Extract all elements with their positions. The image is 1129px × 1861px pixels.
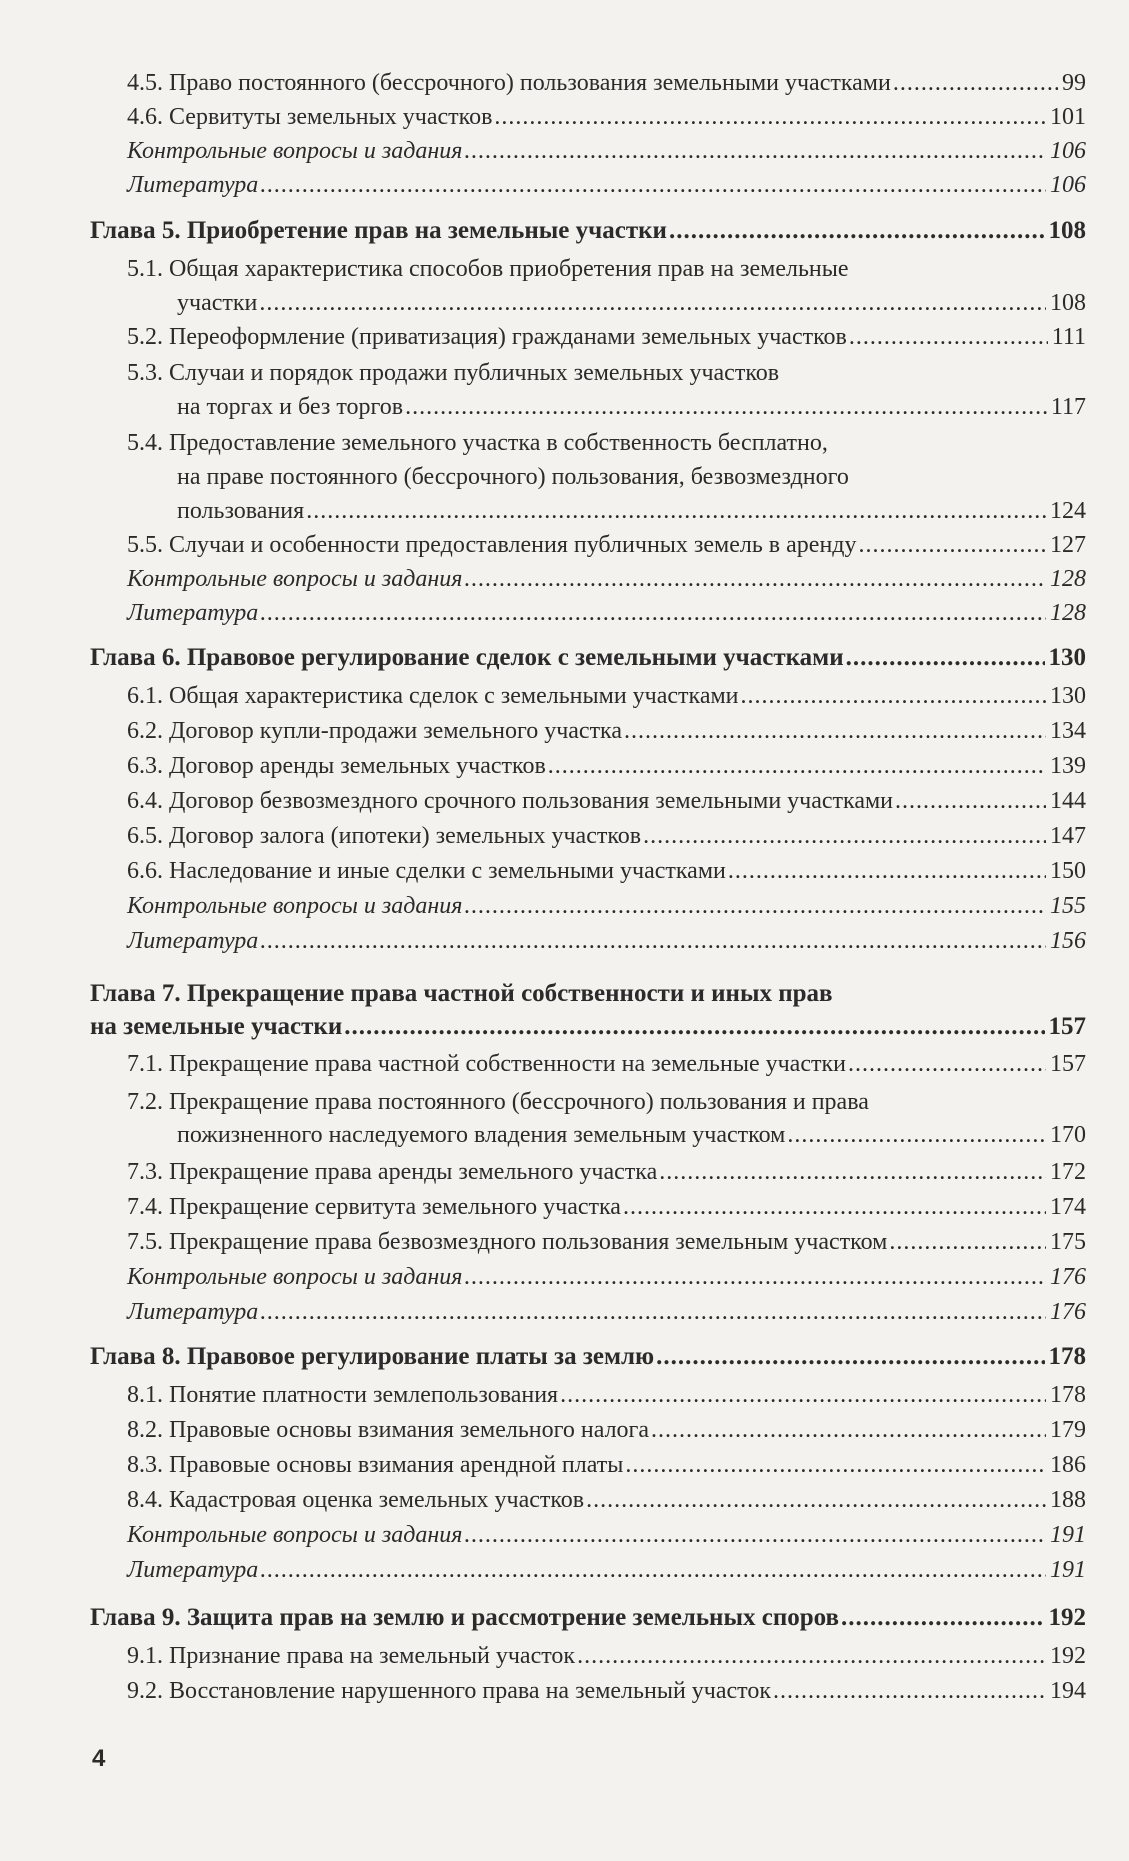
toc-chapter [90, 641, 1086, 675]
toc-chapter-title: Глава 9. Защита прав на землю и рассмотрение земельных споров [90, 1604, 839, 1631]
leader-dots [848, 1047, 1046, 1081]
toc-chapter-page: 157 [1048, 1013, 1086, 1040]
toc-chapter [90, 1340, 1086, 1374]
leader-dots [560, 1378, 1046, 1412]
toc-chapter-title: Глава 8. Правовое регулирование платы за землю [90, 1343, 655, 1370]
toc-entry [127, 1378, 1086, 1412]
toc-entry-title: 6.2. Договор купли-продажи земельного участка [127, 718, 622, 744]
toc-entry-page: 106 [1050, 138, 1086, 164]
toc-entry-literature [127, 596, 1086, 630]
toc-entry-page: 124 [1050, 498, 1086, 524]
toc-entry-page: 144 [1050, 788, 1086, 814]
toc-entry-title: 5.1. Общая характеристика способов приобретения прав на земельные [127, 256, 849, 282]
toc-entry-title: 6.3. Договор аренды земельных участков [127, 753, 546, 779]
toc-entry-title: Контрольные вопросы и задания [127, 138, 463, 164]
toc-entry [177, 286, 1086, 320]
leader-dots [464, 1518, 1046, 1552]
leader-dots [859, 528, 1047, 562]
toc-entry-continuation: пользования [177, 498, 305, 524]
leader-dots [464, 562, 1046, 596]
toc-entry-page: 172 [1050, 1159, 1086, 1185]
toc-entry [127, 679, 1086, 713]
toc-chapter-page: 108 [1048, 217, 1086, 244]
leader-dots [643, 819, 1046, 853]
toc-entry [127, 1225, 1086, 1259]
toc-entry-literature [127, 168, 1086, 202]
toc-entry-questions [127, 1260, 1086, 1294]
leader-dots [577, 1639, 1046, 1673]
leader-dots [260, 1553, 1046, 1587]
toc-entry-page: 191 [1050, 1522, 1086, 1548]
toc-entry-page: 155 [1050, 893, 1086, 919]
toc-entry-continuation: на праве постоянного (бессрочного) пользования, безвозмездного [177, 464, 849, 490]
toc-entry [177, 1118, 1086, 1152]
toc-entry-page: 175 [1050, 1229, 1086, 1255]
toc-entry-page: 174 [1050, 1194, 1086, 1220]
leader-dots [405, 390, 1047, 424]
toc-entry-title: Литература [127, 1557, 259, 1583]
toc-entry-title: 5.5. Случаи и особенности предоставления публичных земель в аренду [127, 532, 857, 558]
toc-entry-page: 192 [1050, 1643, 1086, 1669]
toc-entry-page: 134 [1050, 718, 1086, 744]
toc-chapter [90, 214, 1086, 248]
toc-entry-title: 8.1. Понятие платности землепользования [127, 1382, 559, 1408]
toc-entry-page: 139 [1050, 753, 1086, 779]
leader-dots [741, 679, 1046, 713]
toc-entry-questions [127, 889, 1086, 923]
toc-entry-literature [127, 1295, 1086, 1329]
toc-entry-page: 111 [1051, 324, 1086, 350]
toc-entry-title: Литература [127, 172, 259, 198]
leader-dots [623, 1190, 1046, 1224]
toc-entry [127, 819, 1086, 853]
toc-entry-title: 7.2. Прекращение права постоянного (бессрочного) пользования и права [127, 1089, 869, 1115]
toc-entry [127, 749, 1086, 783]
toc-entry [127, 1190, 1086, 1224]
toc-entry [127, 854, 1086, 888]
toc-entry-page: 147 [1050, 823, 1086, 849]
leader-dots [586, 1483, 1046, 1517]
toc-entry-title: 4.6. Сервитуты земельных участков [127, 104, 493, 130]
toc-entry-title: 5.3. Случаи и порядок продажи публичных земельных участков [127, 360, 780, 386]
toc-entry-title: 7.3. Прекращение права аренды земельного участка [127, 1159, 658, 1185]
toc-chapter-title: Глава 7. Прекращение права частной собственности и иных прав [90, 980, 833, 1007]
toc-entry-page: 176 [1050, 1299, 1086, 1325]
toc-entry-questions [127, 1518, 1086, 1552]
toc-entry-page: 191 [1050, 1557, 1086, 1583]
toc-entry-title: 7.4. Прекращение сервитута земельного участка [127, 1194, 621, 1220]
leader-dots [344, 1010, 1044, 1044]
toc-entry [127, 1047, 1086, 1081]
toc-entry-title: Контрольные вопросы и задания [127, 566, 463, 592]
toc-chapter-title: Глава 5. Приобретение прав на земельные участки [90, 217, 667, 244]
leader-dots [651, 1413, 1046, 1447]
toc-chapter-title: Глава 6. Правовое регулирование сделок с земельными участками [90, 644, 844, 671]
toc-chapter [90, 1010, 1086, 1044]
toc-entry-page: 128 [1050, 566, 1086, 592]
toc-entry-page: 186 [1050, 1452, 1086, 1478]
leader-dots [659, 1155, 1046, 1189]
leader-dots [841, 1601, 1045, 1635]
toc-entry-title: Литература [127, 928, 259, 954]
toc-entry-page: 130 [1050, 683, 1086, 709]
leader-dots [259, 286, 1046, 320]
toc-entry-title: Контрольные вопросы и задания [127, 1522, 463, 1548]
toc-entry-page: 117 [1050, 394, 1086, 420]
toc-entry-questions [127, 562, 1086, 596]
toc-entry-title: 8.3. Правовые основы взимания арендной платы [127, 1452, 624, 1478]
leader-dots [787, 1118, 1046, 1152]
leader-dots [464, 1260, 1046, 1294]
toc-entry-page: 170 [1050, 1122, 1086, 1148]
leader-dots [773, 1674, 1046, 1708]
toc-entry-title: 6.6. Наследование и иные сделки с земельными участками [127, 858, 726, 884]
toc-entry-page: 128 [1050, 600, 1086, 626]
toc-entry-title: 6.4. Договор безвозмездного срочного пользования земельными участками [127, 788, 894, 814]
toc-entry-page: 156 [1050, 928, 1086, 954]
leader-dots [260, 924, 1046, 958]
toc-chapter-page: 130 [1048, 644, 1086, 671]
toc-chapter-continuation: на земельные участки [90, 1013, 343, 1040]
leader-dots [889, 1225, 1046, 1259]
leader-dots [260, 596, 1046, 630]
leader-dots [548, 749, 1046, 783]
toc-entry-page: 150 [1050, 858, 1086, 884]
toc-entry-page: 106 [1050, 172, 1086, 198]
toc-entry-page: 101 [1050, 104, 1086, 130]
toc-entry-title: 9.1. Признание права на земельный участок [127, 1643, 576, 1669]
leader-dots [624, 714, 1046, 748]
toc-entry [127, 1639, 1086, 1673]
toc-entry-title: 7.1. Прекращение права частной собственности на земельные участки [127, 1051, 846, 1077]
toc-entry-title: 6.1. Общая характеристика сделок с земельными участками [127, 683, 739, 709]
leader-dots [728, 854, 1046, 888]
toc-entry-continuation: пожизненного наследуемого владения земельным участком [177, 1122, 786, 1148]
toc-entry-title: 8.4. Кадастровая оценка земельных участков [127, 1487, 585, 1513]
toc-entry [127, 1483, 1086, 1517]
toc-entry [127, 1448, 1086, 1482]
leader-dots [893, 66, 1058, 100]
toc-entry [127, 1155, 1086, 1189]
leader-dots [260, 1295, 1046, 1329]
toc-chapter [90, 1601, 1086, 1635]
toc-entry-title: 7.5. Прекращение права безвозмездного пользования земельным участком [127, 1229, 888, 1255]
toc-entry-title: Контрольные вопросы и задания [127, 1264, 463, 1290]
toc-entry-title: 4.5. Право постоянного (бессрочного) пользования земельными участками [127, 70, 891, 96]
toc-entry-page: 108 [1050, 290, 1086, 316]
leader-dots [669, 214, 1045, 248]
toc-entry [177, 494, 1086, 528]
toc-entry-literature [127, 1553, 1086, 1587]
toc-entry [127, 1674, 1086, 1708]
page-number: 4 [92, 1745, 106, 1772]
toc-entry-title: 5.2. Переоформление (приватизация) гражданами земельных участков [127, 324, 847, 350]
toc-entry-title: 5.4. Предоставление земельного участка в собственность бесплатно, [127, 430, 828, 456]
toc-entry-page: 194 [1050, 1678, 1086, 1704]
toc-chapter-page: 192 [1048, 1604, 1086, 1631]
toc-entry-literature [127, 924, 1086, 958]
leader-dots [656, 1340, 1044, 1374]
leader-dots [260, 168, 1046, 202]
leader-dots [464, 134, 1046, 168]
toc-chapter-page: 178 [1048, 1343, 1086, 1370]
toc-entry-title: 6.5. Договор залога (ипотеки) земельных участков [127, 823, 642, 849]
leader-dots [625, 1448, 1046, 1482]
leader-dots [306, 494, 1046, 528]
toc-entry-page: 99 [1062, 70, 1086, 96]
leader-dots [846, 641, 1045, 675]
leader-dots [464, 889, 1046, 923]
toc-entry-page: 179 [1050, 1417, 1086, 1443]
leader-dots [895, 784, 1046, 818]
toc-entry-title: 9.2. Восстановление нарушенного права на земельный участок [127, 1678, 771, 1704]
toc-entry-title: Контрольные вопросы и задания [127, 893, 463, 919]
toc-entry [127, 784, 1086, 818]
toc-entry-title: Литература [127, 600, 259, 626]
toc-entry-page: 188 [1050, 1487, 1086, 1513]
toc-entry-page: 157 [1050, 1051, 1086, 1077]
leader-dots [849, 320, 1048, 354]
toc-entry-page: 176 [1050, 1264, 1086, 1290]
toc-entry [127, 100, 1086, 134]
toc-entry-continuation: участки [177, 290, 258, 316]
toc-entry [127, 1413, 1086, 1447]
toc-entry-title: 8.2. Правовые основы взимания земельного налога [127, 1417, 650, 1443]
toc-entry-page: 127 [1050, 532, 1086, 558]
toc-entry [127, 528, 1086, 562]
toc-entry [127, 320, 1086, 354]
toc-entry-page: 178 [1050, 1382, 1086, 1408]
toc-entry-continuation: на торгах и без торгов [177, 394, 404, 420]
toc-entry-questions [127, 134, 1086, 168]
toc-entry-title: Литература [127, 1299, 259, 1325]
leader-dots [494, 100, 1046, 134]
toc-entry [127, 66, 1086, 100]
toc-entry [127, 714, 1086, 748]
toc-entry [177, 390, 1086, 424]
